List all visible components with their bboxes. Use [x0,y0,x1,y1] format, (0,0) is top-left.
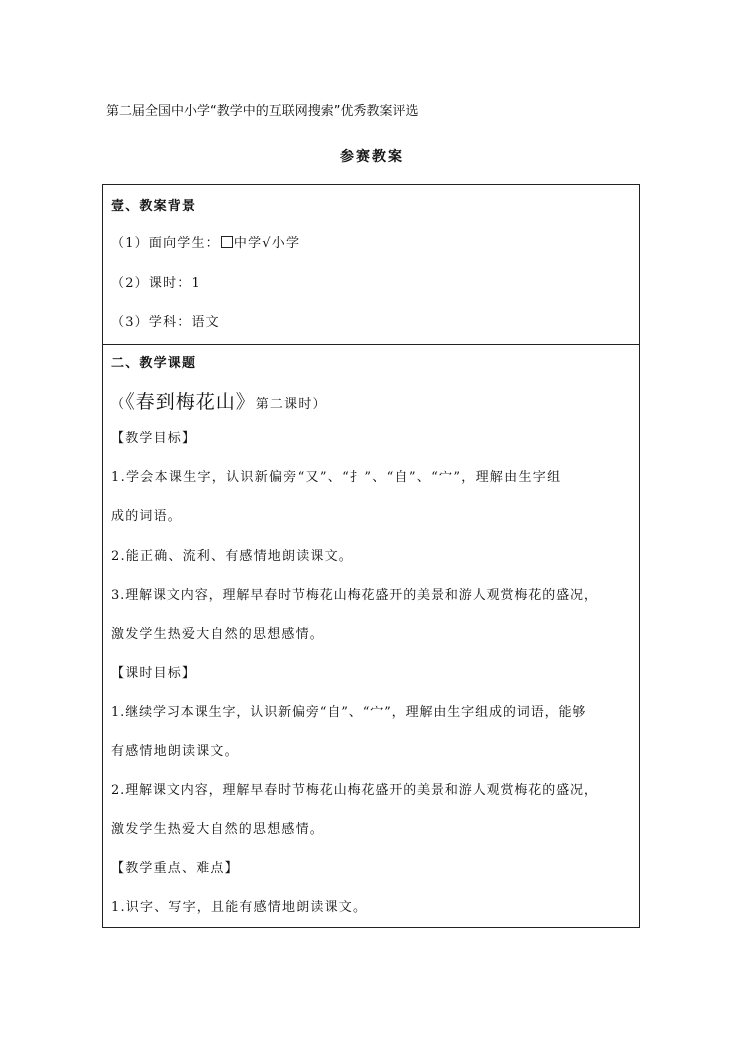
students-row [111,235,633,253]
check-mark-icon: √ [262,236,272,251]
lesson-suffix: 第二课时） [255,397,327,412]
period-goal-1-line-2: 有感情地朗读课文。 [111,744,239,759]
period-goal-2-line-1: 2.理解课文内容，理解早春时节梅花山梅花盛开的美景和游人观赏梅花的盛况， [111,783,598,798]
period-goal-1-line-1: 1.继续学习本课生字，认识新偏旁“自”、“宀”，理解由生字组成的词语，能够 [111,705,587,720]
period-goals-heading: 【课时目标】 [111,666,197,681]
competition-header: 第二届全国中小学“教学中的互联网搜索”优秀教案评选 [106,104,419,119]
goal-3-line-2: 激发学生热爱大自然的思想感情。 [111,627,325,642]
students-label: （1）面向学生： [111,236,220,251]
keypoint-1: 1.识字、写字，且能有感情地朗读课文。 [111,900,368,915]
section-background-heading: 壹、教案背景 [111,199,197,214]
section-background [103,185,639,344]
goal-1-line-2: 成的词语。 [111,509,183,524]
middle-school-label: 中学 [233,236,263,251]
lesson-plan-table [102,184,640,928]
goals-heading: 【教学目标】 [111,431,197,446]
goal-1-line-1: 1.学会本课生字，认识新偏旁“又”、“扌”、“自”、“宀”，理解由生字组 [111,470,562,485]
section-topic-heading: 二、教学课题 [111,356,197,371]
subject-row: （3）学科：语文 [111,315,220,330]
lesson-name: 《春到梅花山》 [125,391,256,413]
goal-3-line-1: 3.理解课文内容，理解早春时节梅花山梅花盛开的美景和游人观赏梅花的盛况， [111,588,598,603]
checkbox-icon [221,236,233,248]
lesson-title: （《春到梅花山》第二课时） [111,391,327,413]
goal-2: 2.能正确、流利、有感情地朗读课文。 [111,549,354,564]
document-title: 参赛教案 [340,149,404,165]
period-goal-2-line-2: 激发学生热爱大自然的思想感情。 [111,822,325,837]
primary-school-label: 小学 [271,236,301,251]
section-topic [103,344,639,927]
period-row: （2）课时：1 [111,276,201,291]
keypoints-heading: 【教学重点、难点】 [111,861,239,876]
